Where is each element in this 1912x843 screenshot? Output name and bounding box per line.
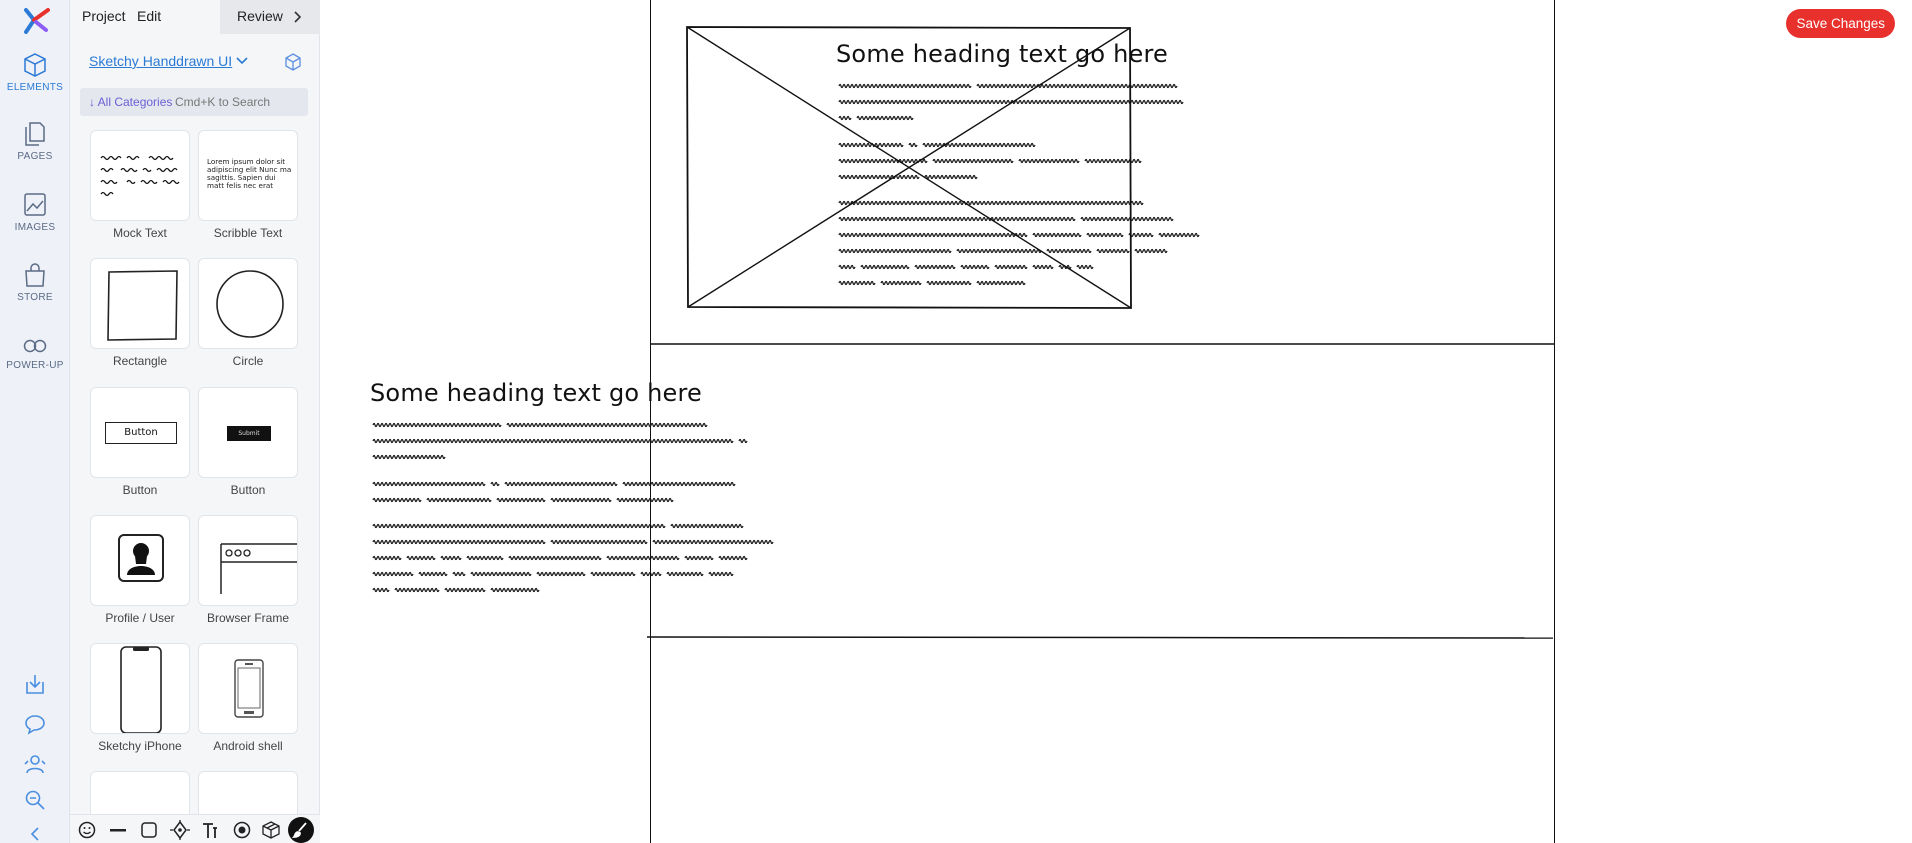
search-input[interactable] [175,92,303,112]
chevron-down-icon[interactable] [235,55,249,67]
scribble-line [839,160,1141,163]
element-tile-profile[interactable] [90,515,190,625]
collaborators-icon[interactable] [23,752,47,776]
scribble-line [839,202,1143,205]
element-thumb [198,643,298,734]
rail-item-label: IMAGES [14,222,56,233]
scribble-text-preview: Lorem ipsum dolor sit adipiscing elit Nunc ma sagittis. Sapien dui matt felis nec erat [207,157,292,190]
rail-item-label: ELEMENTS [6,82,64,93]
scribble-line [373,440,747,443]
element-label: Profile / User [105,611,175,625]
rectangle-preview [91,259,190,349]
rail-item-label: POWER-UP [6,360,64,371]
chevron-right-icon [292,10,302,24]
radio-tool-icon[interactable] [231,819,253,841]
element-tile-button[interactable] [90,387,190,497]
element-thumb [198,258,298,349]
rail-item-label: PAGES [17,151,53,162]
scribble-line [373,525,743,528]
browser-frame-preview [199,516,298,606]
element-thumb [90,130,190,221]
element-tile-browser-frame[interactable] [198,515,298,625]
collapse-icon[interactable] [23,826,47,842]
element-label: Circle [232,354,264,368]
component-box-icon[interactable] [260,819,282,841]
circle-preview [199,259,298,349]
scribble-line [839,218,1173,221]
zoom-icon[interactable] [23,788,47,812]
element-label: Mock Text [113,226,167,240]
scribble-line [839,117,913,120]
scribble-line [373,557,747,560]
save-changes-button[interactable]: Save Changes [1786,9,1895,38]
element-tile-circle[interactable] [198,258,298,368]
section2-heading[interactable]: Some heading text go here [370,379,702,407]
android-preview [199,644,298,734]
scribble-line [373,424,707,427]
element-tile-sketchy-iphone[interactable] [90,643,190,753]
element-label: Scribble Text [213,226,283,240]
element-thumb [198,515,298,606]
brush-icon [288,817,314,843]
element-tile-android-shell[interactable] [198,643,298,753]
left-rail [0,0,70,843]
rail-item-power-up[interactable] [0,336,70,371]
infinity-icon [22,336,48,356]
scribble-line [373,499,673,502]
library-cube-icon[interactable] [284,52,302,72]
element-thumb [90,643,190,734]
rail-item-pages[interactable] [0,121,70,162]
profile-user-icon [91,516,190,606]
element-thumb [90,387,190,478]
bag-icon [23,262,47,288]
comment-icon[interactable] [23,712,47,736]
rail-item-label: STORE [17,292,53,303]
element-label: Button [230,483,266,497]
element-label: Button [122,483,158,497]
top-menu [70,0,320,34]
cube-icon [23,52,47,78]
element-thumb [198,387,298,478]
rail-item-images[interactable] [0,192,70,233]
scribble-line [373,589,539,592]
bottom-toolbar [70,814,320,843]
menu-project[interactable]: Project [82,8,126,24]
element-label: Rectangle [112,354,168,368]
element-label: Sketchy iPhone [98,739,182,753]
element-tile-mock-text[interactable] [90,130,190,240]
element-tile-button-dark[interactable] [198,387,298,497]
scribble-line [373,456,445,459]
mock-text-preview [91,131,190,221]
category-label: All Categories [97,95,173,109]
category-filter[interactable] [89,95,172,109]
app-logo-icon[interactable] [22,6,52,36]
library-selector[interactable]: Sketchy Handdrawn UI [89,53,233,69]
rail-item-elements[interactable] [0,52,70,93]
design-canvas[interactable] [321,0,1912,843]
section1-heading[interactable]: Some heading text go here [836,40,1168,68]
scribble-line [839,85,1177,88]
scribble-line [839,176,977,179]
menu-review: Review [237,8,283,24]
emoji-icon[interactable] [76,819,98,841]
search-bar [80,88,308,116]
download-icon[interactable] [23,672,47,696]
element-thumb [90,515,190,606]
menu-edit[interactable]: Edit [137,8,162,24]
rail-item-store[interactable] [0,262,70,303]
image-icon [23,192,47,218]
button-preview: Button [105,422,177,444]
element-tile-rectangle[interactable] [90,258,190,368]
line-icon[interactable] [107,819,129,841]
element-label: Browser Frame [206,611,289,625]
rectangle-tool-icon[interactable] [138,819,160,841]
arrow-down-icon: ↓ [89,95,98,109]
scribble-line [373,541,773,544]
scribble-line [839,101,1183,104]
scribble-line [839,266,1093,269]
element-thumb [198,130,298,221]
scribble-line [839,144,1035,147]
text-tool-icon[interactable] [200,819,222,841]
scribble-line [373,483,735,486]
scribble-line [839,282,1025,285]
pen-tool-icon[interactable] [169,819,191,841]
review-tab[interactable] [220,0,320,34]
element-label: Android shell [213,739,283,753]
scribble-line [373,573,733,576]
element-tile-scribble-text[interactable] [198,130,298,240]
submit-button-preview: Submit [227,426,271,441]
iphone-preview [91,644,190,734]
elements-panel [70,0,320,843]
element-thumb [90,258,190,349]
scribble-line [839,250,1167,253]
scribble-paragraphs [321,0,1912,843]
pages-icon [23,121,47,147]
brush-tool-button[interactable] [288,817,314,843]
scribble-line [839,234,1199,237]
